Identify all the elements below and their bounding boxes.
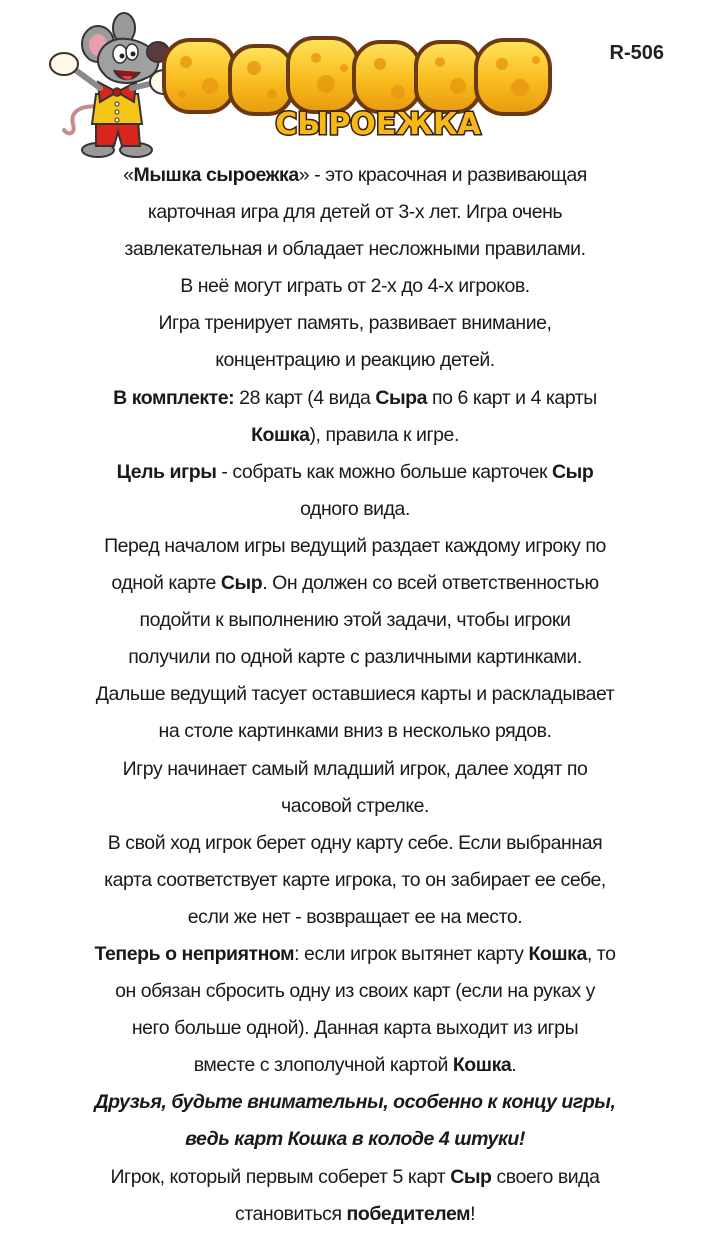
text-span: по 6 карт и 4 карты (427, 386, 597, 409)
text-span: становиться (234, 1202, 347, 1225)
rules-line (0, 342, 710, 379)
svg-text:СЫРОЕЖКА: СЫРОЕЖКА (275, 107, 481, 142)
text-span: часовой стрелке. (280, 794, 430, 817)
rules-line (0, 936, 710, 973)
bold-span: Мышка сыроежка (133, 164, 299, 186)
text-span: подойти к выполнению этой задачи, чтобы игроки (139, 609, 571, 632)
text-span: » - это красочная и развивающая (298, 164, 587, 186)
text-span: ! (470, 1202, 476, 1225)
rules-line (0, 194, 710, 231)
text-span: . Он должен со всей ответственностью (262, 572, 599, 595)
rules-line (0, 639, 710, 676)
text-span: ), правила к игре. (309, 423, 459, 446)
text-span: 28 карт (4 вида (234, 386, 376, 409)
rules-line (0, 1047, 710, 1084)
text-span: - собрать как можно больше карточек (216, 460, 553, 483)
text-span: . (511, 1054, 517, 1077)
rules-line (0, 491, 710, 528)
text-span: на столе картинками вниз в несколько рядов. (158, 720, 552, 743)
text-span: Перед началом игры ведущий раздает каждому игроку по (104, 534, 606, 557)
text-span: если же нет - возвращает ее на место. (187, 905, 523, 928)
rules-line (0, 1084, 710, 1121)
text-span: Игру начинает самый младший игрок, далее ходят по (122, 757, 588, 780)
rules-line (0, 1196, 710, 1233)
text-span: получили по одной карте с различными картинками. (128, 646, 582, 669)
bold-span: Друзья, будьте внимательны, особенно к концу игры, (94, 1091, 616, 1114)
rules-line (0, 528, 710, 565)
rules-line (0, 676, 710, 713)
text-span: одного вида. (300, 497, 410, 520)
rules-line (0, 157, 710, 194)
text-span: Игра тренирует память, развивает внимание, (158, 312, 552, 335)
text-span: концентрацию и реакцию детей. (215, 349, 495, 372)
rules-line (0, 417, 710, 454)
bold-span: Сыр (220, 572, 263, 595)
text-span: вместе с злополучной картой (193, 1054, 453, 1077)
bold-span: Теперь о неприятном (94, 942, 295, 965)
rules-line (0, 305, 710, 342)
rules-line (0, 788, 710, 825)
rules-line (0, 565, 710, 602)
bold-span: Сыра (375, 386, 428, 409)
text-span: В свой ход игрок берет одну карту себе. Если выбранная (107, 831, 603, 854)
bold-span: В комплекте: (113, 386, 235, 409)
rules-line (0, 713, 710, 750)
text-span: карточная игра для детей от 3-х лет. Игра очень (147, 201, 563, 224)
rules-line (0, 454, 710, 491)
rules-line (0, 973, 710, 1010)
text-span: Игрок, который первым соберет 5 карт (110, 1165, 451, 1188)
text-span: , то (586, 942, 616, 965)
rules-line (0, 1159, 710, 1196)
bold-span: Сыр (552, 460, 594, 483)
text-span: : если игрок вытянет карту (294, 942, 529, 965)
text-span: завлекательная и обладает несложными правилами. (124, 238, 586, 261)
text-span: В неё могут играть от 2-х до 4-х игроков. (180, 275, 530, 298)
bold-span: Кошка (251, 423, 310, 446)
rules-text (0, 157, 710, 1233)
bold-span: Кошка (452, 1054, 512, 1077)
rules-line (0, 268, 710, 305)
rules-line (0, 1121, 710, 1158)
text-span: « (123, 164, 134, 186)
rules-line (0, 899, 710, 936)
rules-line (0, 862, 710, 899)
rules-line (0, 380, 710, 417)
product-code: R-506 (609, 42, 664, 64)
text-span: одной карте (111, 572, 221, 595)
text-span: него больше одной). Данная карта выходит из игры (131, 1017, 579, 1040)
rules-line (0, 602, 710, 639)
bold-span: победителем (346, 1202, 471, 1225)
bold-span: Сыр (450, 1165, 492, 1188)
rules-line (0, 825, 710, 862)
bold-span: Кошка (528, 942, 587, 965)
text-span: своего вида (491, 1165, 600, 1188)
rules-line (0, 751, 710, 788)
text-span: Дальше ведущий тасует оставшиеся карты и раскладывает (95, 683, 615, 706)
cheese-logo-icon (158, 28, 558, 143)
text-span: карта соответствует карте игрока, то он забирает ее себе, (104, 868, 606, 891)
bold-span: Цель игры (116, 460, 217, 483)
text-span: он обязан сбросить одну из своих карт (если на руках у (115, 980, 595, 1003)
rules-line (0, 231, 710, 268)
bold-span: ведь карт Кошка в колоде 4 штуки! (185, 1128, 525, 1151)
rules-line (0, 1010, 710, 1047)
header (0, 0, 710, 160)
